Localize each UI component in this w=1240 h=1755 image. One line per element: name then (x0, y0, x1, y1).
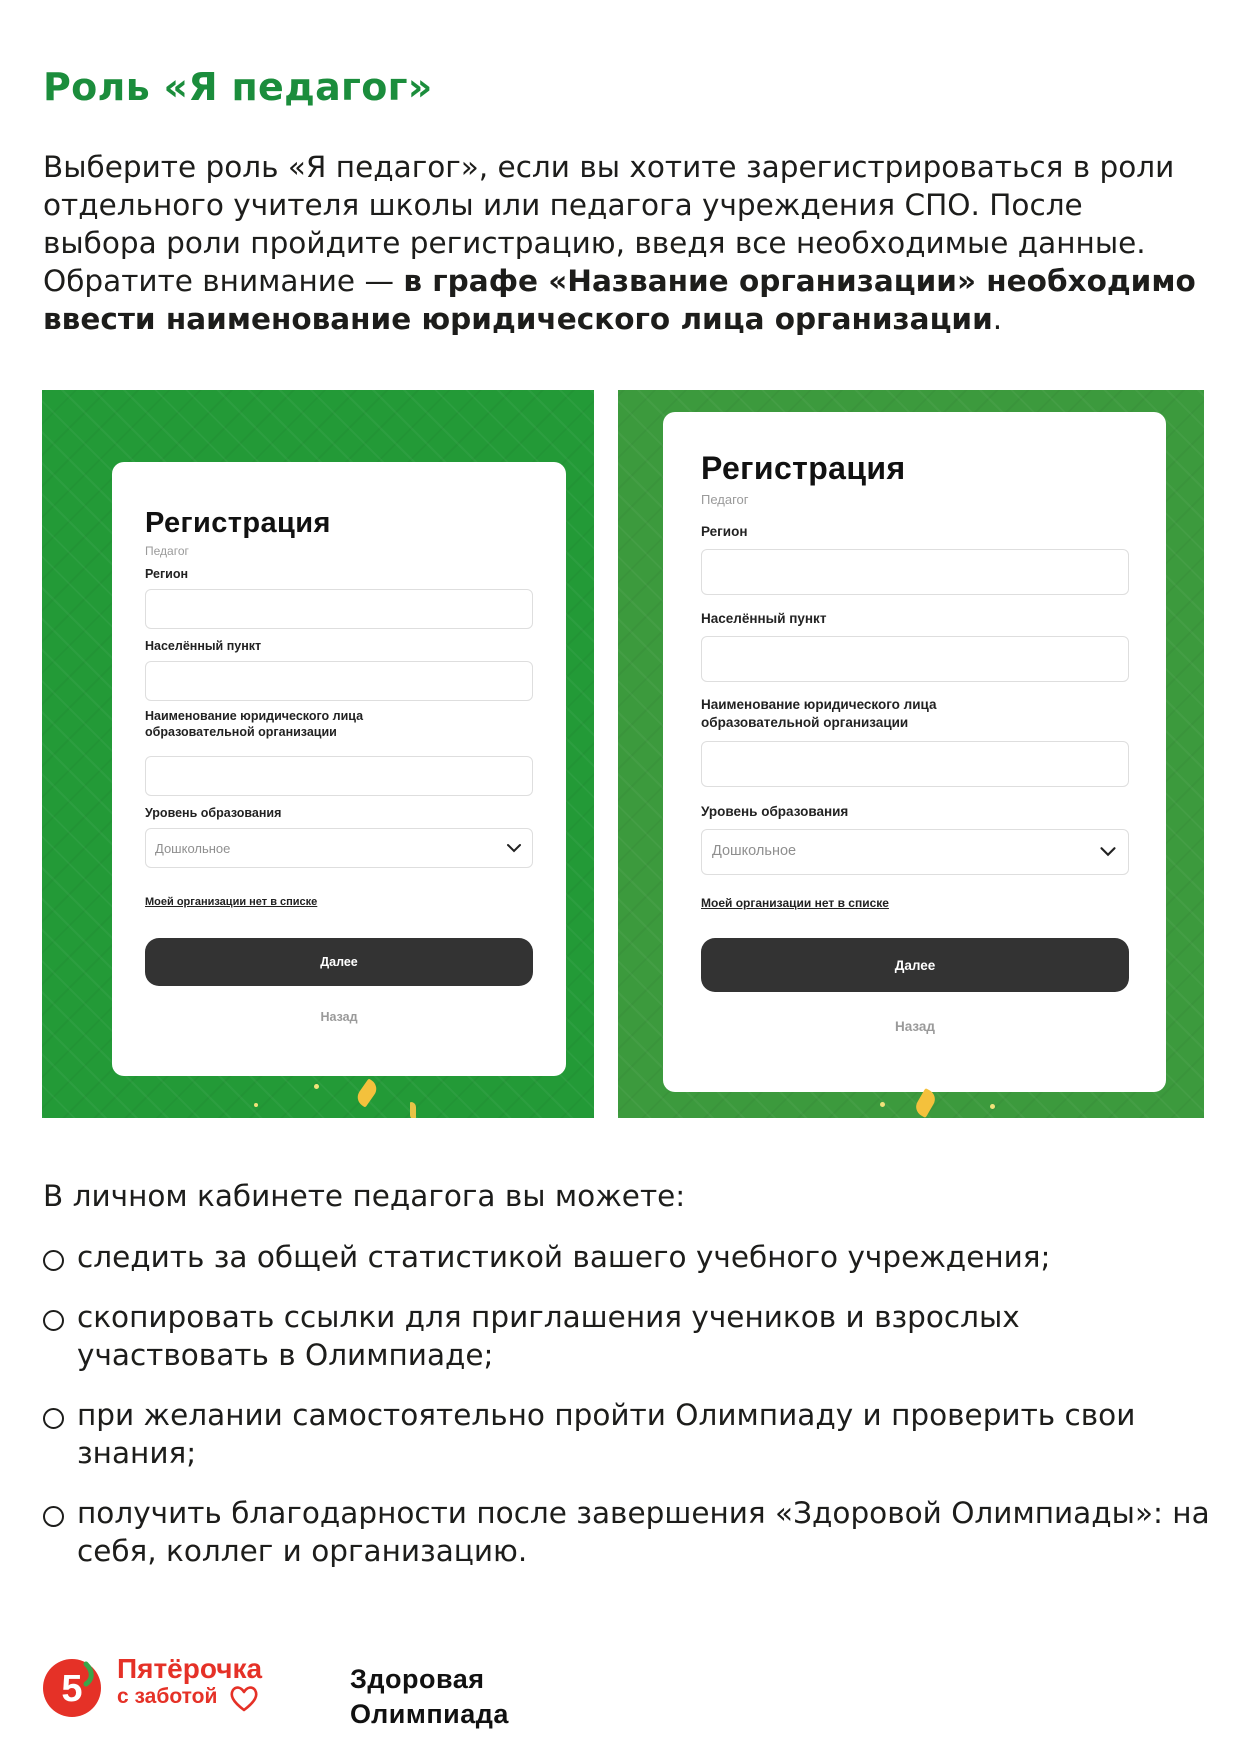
no-org-link[interactable]: Моей организации нет в списке (145, 896, 318, 908)
leaf-decoration (410, 1102, 416, 1118)
cabinet-feature-list (43, 1238, 1218, 1592)
registration-card (663, 412, 1166, 1092)
registration-card (112, 462, 566, 1076)
page-title: Роль «Я педагог» (43, 65, 433, 110)
org-label (145, 708, 363, 740)
org-label-line-1: Наименование юридического лица (701, 697, 937, 712)
list-item-text: получить благодарности после завершения «Здоровой Олимпиады»: на себя, коллег и организацию. (77, 1496, 1210, 1568)
event-line-1: Здоровая (350, 1664, 485, 1694)
list-item-text: скопировать ссылки для приглашения учеников и взрослых участвовать в Олимпиаде; (77, 1300, 1020, 1372)
leaf-decoration (913, 1088, 939, 1118)
list-item (43, 1396, 1218, 1472)
circle-bullet-icon (43, 1506, 64, 1527)
pyaterochka-logo-icon (42, 1658, 102, 1718)
brand-name: Пятёрочка (117, 1653, 263, 1684)
circle-bullet-icon (43, 1310, 64, 1331)
education-level-value: Дошкольное (712, 843, 797, 859)
registration-title: Регистрация (701, 450, 906, 486)
intro-text: Выберите роль «Я педагог», если вы хотите зарегистрироваться в роли отдельного учителя школы или педагога учреждения СПО. После выбора роли пройдите регистрацию, введя все необходимые данные. Обратите внимание — (43, 149, 1175, 298)
locality-field[interactable] (145, 661, 533, 701)
registration-subtitle: Педагог (701, 492, 749, 507)
education-level-label: Уровень образования (701, 804, 849, 819)
list-item-text: следить за общей статистикой вашего учебного учреждения; (77, 1240, 1051, 1274)
leaf-decoration (354, 1078, 380, 1107)
sparkle-dot (990, 1104, 995, 1109)
chevron-down-icon (1099, 845, 1117, 858)
locality-field[interactable] (701, 636, 1129, 682)
region-field[interactable] (701, 549, 1129, 595)
org-label (701, 696, 937, 732)
back-link[interactable]: Назад (320, 1010, 358, 1024)
registration-screenshot-right (618, 390, 1204, 1118)
cabinet-title: В личном кабинете педагога вы можете: (43, 1179, 686, 1213)
registration-title: Регистрация (145, 507, 331, 539)
education-level-select[interactable] (145, 828, 533, 868)
region-label: Регион (701, 524, 748, 539)
locality-label: Населённый пункт (145, 639, 262, 653)
list-item (43, 1494, 1218, 1570)
event-line-2: Олимпиада (350, 1699, 509, 1729)
region-field[interactable] (145, 589, 533, 629)
list-item (43, 1238, 1218, 1276)
locality-label: Населённый пункт (701, 611, 827, 626)
org-field[interactable] (701, 741, 1129, 787)
region-label: Регион (145, 567, 189, 581)
org-label-line-1: Наименование юридического лица (145, 709, 364, 723)
org-label-line-2: образовательной организации (145, 725, 337, 739)
logo-digit: 5 (61, 1668, 83, 1710)
next-button[interactable]: Далее (145, 938, 533, 986)
education-level-value: Дошкольное (155, 841, 231, 856)
heart-icon (228, 1683, 260, 1713)
back-link[interactable]: Назад (894, 1019, 936, 1034)
circle-bullet-icon (43, 1250, 64, 1271)
sparkle-dot (880, 1102, 885, 1107)
sparkle-dot (314, 1084, 319, 1089)
list-item (43, 1298, 1218, 1374)
org-label-line-2: образовательной организации (701, 715, 909, 730)
registration-subtitle: Педагог (145, 544, 189, 558)
intro-end: . (992, 301, 1003, 336)
intro-emphasis: в графе «Название организации» необходимо ввести наименование юридического лица организации (43, 263, 1196, 336)
education-level-label: Уровень образования (145, 806, 282, 820)
chevron-down-icon (506, 842, 522, 854)
sparkle-dot (254, 1103, 258, 1107)
brand-tagline: с заботой (117, 1685, 218, 1708)
event-logo-text (350, 1662, 509, 1732)
list-item-text: при желании самостоятельно пройти Олимпиаду и проверить свои знания; (77, 1398, 1136, 1470)
org-field[interactable] (145, 756, 533, 796)
next-button[interactable]: Далее (701, 938, 1129, 992)
registration-screenshot-left (42, 390, 594, 1118)
education-level-select[interactable] (701, 829, 1129, 875)
circle-bullet-icon (43, 1408, 64, 1429)
no-org-link[interactable]: Моей организации нет в списке (701, 896, 889, 910)
intro-paragraph (43, 148, 1203, 338)
